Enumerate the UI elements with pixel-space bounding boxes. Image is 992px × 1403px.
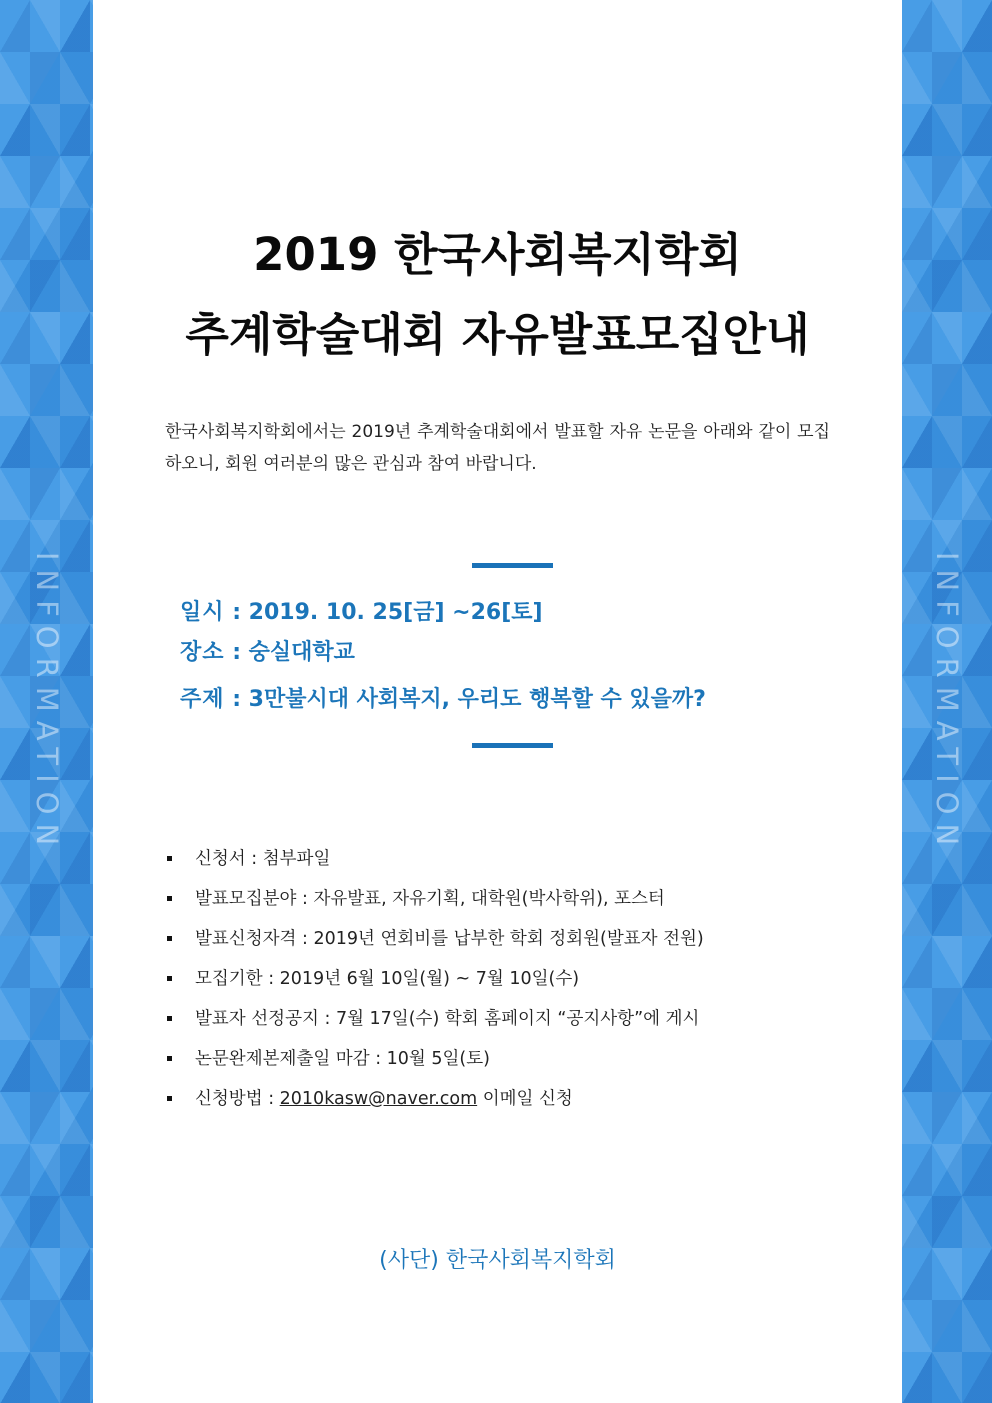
title-line-2: 추계학술대회 자유발표모집안내 — [185, 308, 810, 361]
list-item: 신청서 : 첨부파일 — [165, 845, 704, 885]
bullet-icon — [167, 1056, 172, 1061]
event-place: 장소 : 숭실대학교 — [180, 640, 355, 665]
bullet-icon — [167, 976, 172, 981]
event-theme-value: 3만불시대 사회복지, 우리도 행복할 수 있을까? — [248, 687, 706, 712]
list-item: 신청방법 : 2010kasw@naver.com 이메일 신청 — [165, 1085, 704, 1125]
bullet-icon — [167, 1016, 172, 1021]
list-item: 발표모집분야 : 자유발표, 자유기획, 대학원(박사학위), 포스터 — [165, 885, 704, 925]
list-item: 모집기한 : 2019년 6월 10일(월) ~ 7월 10일(수) — [165, 965, 704, 1005]
event-date: 일시 : 2019. 10. 25[금] ~26[토] — [180, 600, 543, 625]
list-item: 발표신청자격 : 2019년 연회비를 납부한 학회 정회원(발표자 전원) — [165, 925, 704, 965]
organization-footer: (사단) 한국사회복지학회 — [379, 1248, 616, 1273]
details-list — [165, 845, 704, 1125]
event-theme: 주제 : 3만불시대 사회복지, 우리도 행복할 수 있을까? — [180, 687, 706, 712]
list-item: 발표자 선정공지 : 7월 17일(수) 학회 홈페이지 “공지사항”에 게시 — [165, 1005, 704, 1045]
bullet-icon — [167, 1096, 172, 1101]
event-theme-label: 주제 — [180, 687, 225, 712]
left-side-panel — [0, 0, 93, 1403]
bullet-icon — [167, 856, 172, 861]
divider-top — [472, 563, 553, 568]
title-line-1: 2019 한국사회복지학회 — [253, 228, 742, 281]
event-place-label: 장소 — [180, 640, 225, 665]
event-date-label: 일시 — [180, 600, 225, 625]
list-item: 논문완제본제출일 마감 : 10월 5일(토) — [165, 1045, 704, 1085]
right-side-panel — [902, 0, 992, 1403]
bullet-icon — [167, 896, 172, 901]
event-place-value: 숭실대학교 — [248, 640, 355, 665]
side-label-left: INFORMATION — [29, 551, 64, 855]
bullet-icon — [167, 936, 172, 941]
event-date-value: 2019. 10. 25[금] ~26[토] — [248, 600, 543, 625]
divider-bottom — [472, 743, 553, 748]
email-link[interactable]: 2010kasw@naver.com — [279, 1089, 478, 1109]
intro-paragraph: 한국사회복지학회에서는 2019년 추계학술대회에서 발표할 자유 논문을 아래와 같이 모집하오니, 회원 여러분의 많은 관심과 참여 바랍니다. — [165, 422, 830, 474]
side-label-right: INFORMATION — [930, 551, 964, 855]
